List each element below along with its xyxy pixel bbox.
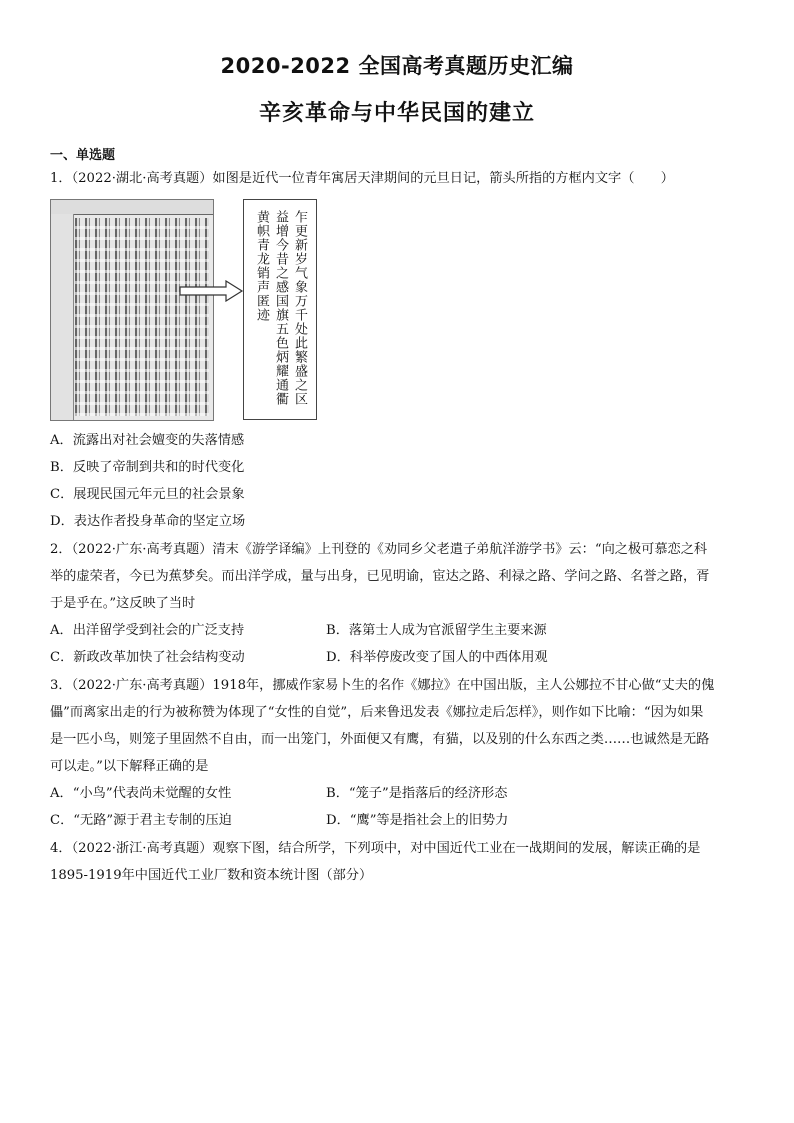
question-3-option-d: D．“鹰”等是指社会上的旧势力 bbox=[326, 813, 509, 828]
question-3-stem-line-1: 3．（2022·广东·高考真题）1918年，挪威作家易卜生的名作《娜拉》在中国出版，主人公娜拉不甘心做“丈夫的傀 bbox=[50, 678, 715, 693]
diary-scan-image bbox=[50, 199, 214, 421]
question-3-stem-line-3: 是一匹小鸟，则笼子里固然不自由，而一出笼门，外面便又有鹰，有猫，以及别的什么东西之类……也诚然是无路 bbox=[50, 732, 710, 747]
question-3-option-c: C．“无路”源于君主专制的压迫 bbox=[50, 813, 232, 828]
question-4-stem-line-1: 4．（2022·浙江·高考真题）观察下图，结合所学，下列项中，对中国近代工业在一战期间的发展，解读正确的是 bbox=[50, 841, 701, 856]
question-2-option-b: B．落第士人成为官派留学生主要来源 bbox=[326, 623, 547, 638]
question-1-stem: 1．（2022·湖北·高考真题）如图是近代一位青年寓居天津期间的元旦日记，箭头所指的方框内文字（ ） bbox=[50, 171, 674, 186]
question-2-stem-line-1: 2．（2022·广东·高考真题）清末《游学译编》上刊登的《劝同乡父老遣子弟航洋游学书》云：“向之极可慕恋之科 bbox=[50, 542, 708, 557]
question-1-option-b: B．反映了帝制到共和的时代变化 bbox=[50, 460, 245, 475]
question-3-option-a: A．“小鸟”代表尚未觉醒的女性 bbox=[50, 786, 232, 801]
document-subtitle: 辛亥革命与中华民国的建立 bbox=[258, 101, 535, 126]
poem-column-1: 乍更新岁气象万千处此繁盛之区 bbox=[292, 210, 307, 406]
section-heading: 一、单选题 bbox=[50, 148, 116, 163]
question-2-option-d: D．科举停废改变了国人的中西体用观 bbox=[326, 650, 548, 665]
question-3-stem-line-2: 儡”而离家出走的行为被称赞为体现了“女性的自觉”，后来鲁迅发表《娜拉走后怎样》，则作如下比喻：“因为如果 bbox=[50, 705, 704, 720]
question-2-option-a: A．出洋留学受到社会的广泛支持 bbox=[50, 623, 245, 638]
annotated-text-box bbox=[243, 199, 317, 420]
question-3-option-b: B．“笼子”是指落后的经济形态 bbox=[326, 786, 508, 801]
question-1-option-d: D．表达作者投身革命的坚定立场 bbox=[50, 514, 246, 529]
question-2-stem-line-3: 于是乎在。”这反映了当时 bbox=[50, 596, 196, 611]
question-2-option-c: C．新政改革加快了社会结构变动 bbox=[50, 650, 245, 665]
document-title: 2020-2022 全国高考真题历史汇编 bbox=[220, 54, 574, 78]
question-1-option-a: A．流露出对社会嬗变的失落情感 bbox=[50, 433, 245, 448]
question-3-stem-line-4: 可以走。”以下解释正确的是 bbox=[50, 759, 209, 774]
poem-column-2: 益增今昔之感国旗五色炳耀通衢 bbox=[273, 210, 288, 406]
question-2-stem-line-2: 举的虚荣者，今已为蕉梦矣。而出洋学成，量与出身，已见明谕，宦达之路、利禄之路、学问之路、名誉之路，胥 bbox=[50, 569, 710, 584]
question-4-chart-caption: 1895-1919年中国近代工业厂数和资本统计图（部分） bbox=[50, 868, 373, 883]
question-1-option-c: C．展现民国元年元旦的社会景象 bbox=[50, 487, 245, 502]
poem-column-3: 黄帜青龙销声匿迹 bbox=[254, 210, 269, 322]
arrow-icon bbox=[178, 280, 244, 302]
